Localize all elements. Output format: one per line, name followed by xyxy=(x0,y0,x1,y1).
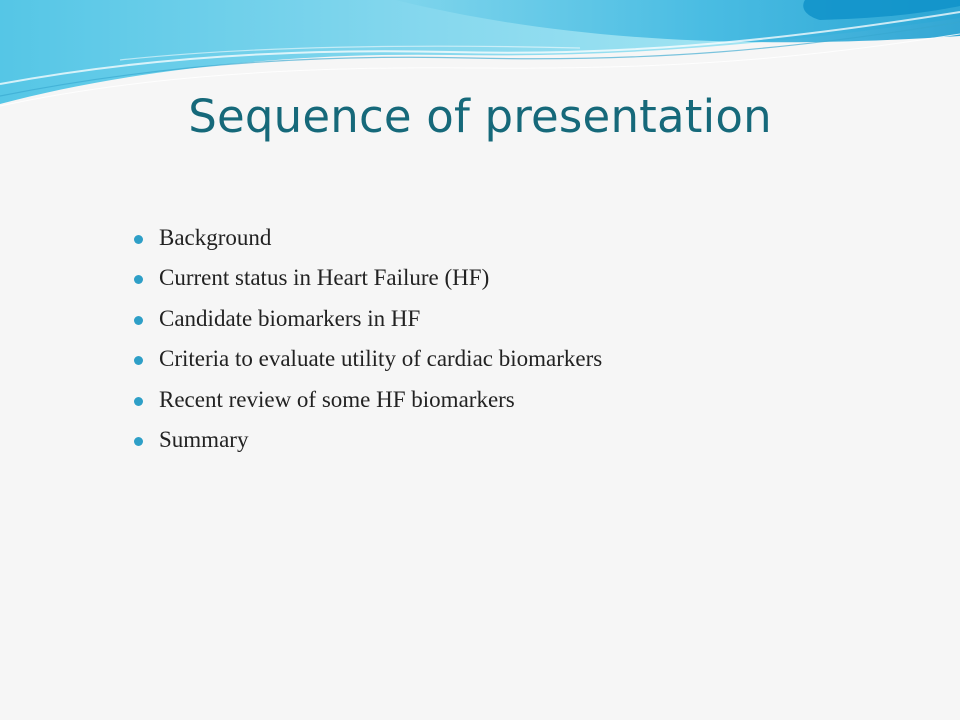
bullet-dot-icon xyxy=(134,235,143,244)
list-item xyxy=(134,218,602,258)
slide-title: Sequence of presentation xyxy=(188,90,772,143)
list-item xyxy=(134,420,602,460)
list-item xyxy=(134,380,602,420)
bullet-dot-icon xyxy=(134,316,143,325)
bullet-dot-icon xyxy=(134,356,143,365)
list-item xyxy=(134,299,602,339)
bullet-text: Current status in Heart Failure (HF) xyxy=(159,265,490,291)
list-item xyxy=(134,339,602,379)
bullet-text: Criteria to evaluate utility of cardiac biomarkers xyxy=(159,346,603,372)
bullet-text: Candidate biomarkers in HF xyxy=(159,305,421,331)
bullet-dot-icon xyxy=(134,275,143,284)
bullet-text: Recent review of some HF biomarkers xyxy=(159,386,515,412)
bullet-text: Background xyxy=(159,225,272,250)
bullet-dot-icon xyxy=(134,397,143,406)
bullet-list xyxy=(134,218,602,460)
list-item xyxy=(134,258,602,298)
bullet-dot-icon xyxy=(134,437,143,446)
bullet-text: Summary xyxy=(159,426,249,452)
